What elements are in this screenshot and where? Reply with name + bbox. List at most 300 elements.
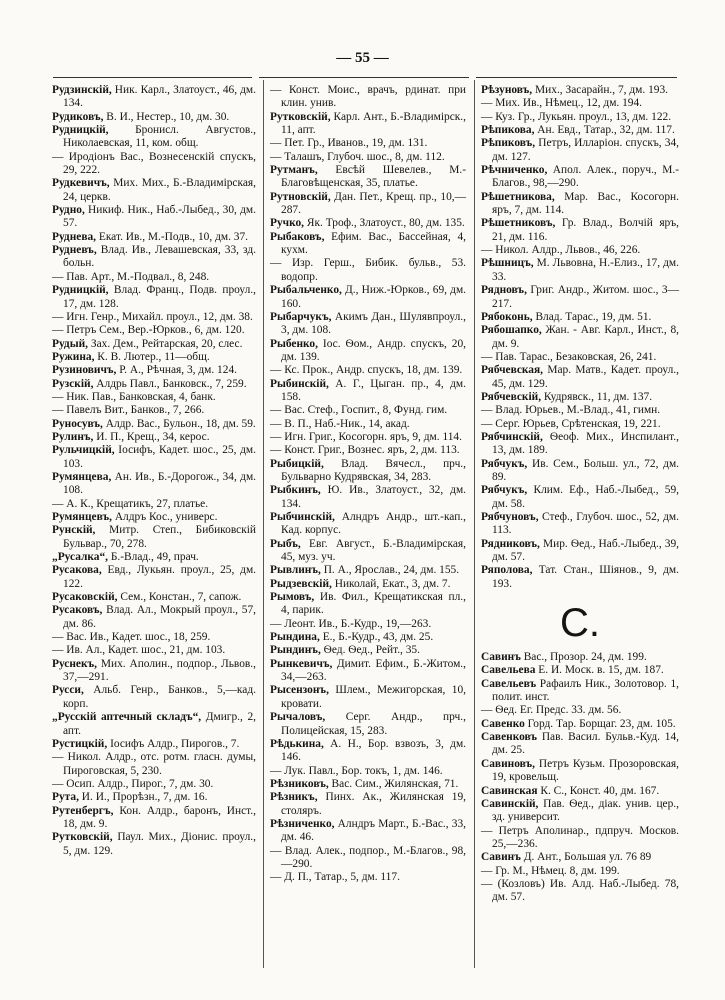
entry-surname: Рывлинъ, bbox=[270, 564, 321, 577]
directory-entry bbox=[52, 364, 256, 377]
entry-surname: Рыдзевскій, bbox=[270, 577, 332, 590]
entry-details: — Лук. Павл., Бор. токъ, 1, дм. 146. bbox=[270, 764, 443, 777]
entry-details: И. И., Прорѣзн., 7, дм. 16. bbox=[78, 791, 208, 804]
entry-surname: Руднева, bbox=[52, 230, 97, 243]
directory-entry bbox=[270, 591, 466, 618]
entry-details: — Иродіонъ Вас., Вознесенскій спускъ, 29, 222. bbox=[52, 150, 256, 177]
entry-details: Ив. Сем., Больш. ул., 72, дм. 89. bbox=[492, 457, 679, 483]
directory-entry bbox=[270, 418, 466, 431]
entry-details: Ник. Карл., Златоуст., 46, дм. 134. bbox=[63, 84, 256, 110]
entry-details: — Петръ Сем., Вер.-Юрков., 6, дм. 120. bbox=[52, 324, 245, 337]
entry-surname: Рябчукъ, bbox=[481, 457, 528, 470]
directory-entry bbox=[481, 538, 679, 565]
directory-entry bbox=[52, 805, 256, 832]
directory-entry bbox=[52, 404, 256, 417]
entry-details: Пав. Васил. Бульв.-Куд. 14, дм. 25. bbox=[492, 731, 679, 757]
entry-details: В. И., Нестер., 10, дм. 30. bbox=[103, 110, 230, 123]
entry-details: Влад. Тарас., 19, дм. 51. bbox=[532, 310, 652, 323]
entry-details: Мар. Матв., Кадет. проул., 45, дм. 129. bbox=[492, 364, 679, 390]
directory-entry bbox=[481, 418, 679, 431]
entry-details: Влад. Франц., Подв. проул., 17, дм. 128. bbox=[63, 284, 256, 310]
directory-entry bbox=[481, 257, 679, 284]
entry-surname: Рябчевская, bbox=[481, 364, 544, 377]
entry-surname: Рустицкій, bbox=[52, 737, 108, 750]
directory-entry bbox=[52, 831, 256, 858]
entry-details: — Никол. Алдр., Львов., 46, 226. bbox=[481, 244, 641, 257]
entry-details: — Талашъ, Глубоч. шос., 8, дм. 112. bbox=[270, 150, 445, 163]
entry-details: Апол. Алек., поруч., М.-Благов., 98,—290. bbox=[492, 164, 679, 190]
entry-details: — Куз. Гр., Лукьян. проул., 13, дм. 122. bbox=[481, 110, 672, 123]
directory-entry bbox=[270, 484, 466, 511]
entry-details: Ѳед. Ѳед., Рейт., 35. bbox=[320, 644, 420, 657]
directory-entry bbox=[52, 111, 256, 124]
entry-details: — Осип. Алдр., Пирог., 7, дм. 30. bbox=[52, 777, 214, 790]
entry-details: Клим. Еф., Наб.-Лыбед., 59, дм. 58. bbox=[492, 484, 679, 510]
entry-surname: Рябчукъ, bbox=[481, 484, 528, 497]
directory-entry bbox=[52, 631, 256, 644]
entry-surname: Рынкевичъ, bbox=[270, 657, 333, 670]
directory-entry bbox=[52, 324, 256, 337]
directory-entry bbox=[52, 391, 256, 404]
entry-surname: Рыбальченко, bbox=[270, 284, 342, 297]
entry-details: — Никол. Алдр., отс. ротм. гласн. думы, Пироговская, 5, 230. bbox=[52, 751, 256, 777]
entry-details: Евд., Лукьян. проул., 25, дм. 122. bbox=[63, 564, 256, 590]
entry-surname: Рябошапко, bbox=[481, 324, 542, 337]
entry-surname: Рута, bbox=[52, 791, 79, 804]
entry-details: — Конст. Григ., Вознес. яръ, 2, дм. 113. bbox=[270, 444, 460, 457]
directory-entry bbox=[52, 511, 256, 524]
entry-surname: Рядновъ, bbox=[481, 284, 527, 297]
entry-surname: Рѣзниковъ, bbox=[270, 777, 329, 790]
directory-entry bbox=[270, 111, 466, 138]
entry-details: Шлем., Межигорская, 10, кровати. bbox=[281, 684, 466, 710]
directory-entry bbox=[270, 511, 466, 538]
directory-entry bbox=[481, 244, 679, 257]
directory-entry bbox=[481, 217, 679, 244]
entry-surname: Руносувъ, bbox=[52, 417, 103, 430]
entry-details: Ан. Ив., Б.-Дорогож., 34, дм. 108. bbox=[63, 470, 256, 497]
entry-details: Влад. Ив., Левашевская, 33, зд. больн. bbox=[63, 244, 256, 270]
entry-surname: Русаковъ, bbox=[52, 604, 103, 617]
entry-details: — Петръ Аполинар., пдпруч. Москов. 25,—236. bbox=[481, 824, 679, 850]
entry-details: Влад. Ал., Мокрый проул., 57, дм. 86. bbox=[63, 604, 256, 630]
entry-details: К. С., Конст. 40, дм. 167. bbox=[537, 784, 660, 797]
directory-entry bbox=[270, 818, 466, 845]
entry-surname: Савельева bbox=[481, 664, 536, 677]
directory-entry bbox=[270, 444, 466, 457]
entry-details: И. П., Крещ., 34, керос. bbox=[93, 430, 210, 443]
directory-entry bbox=[52, 591, 256, 604]
directory-entry bbox=[52, 204, 256, 231]
directory-entry bbox=[481, 84, 679, 97]
directory-entry bbox=[481, 364, 679, 391]
directory-entry bbox=[481, 191, 679, 218]
section-letter: С. bbox=[560, 601, 600, 646]
directory-entry bbox=[270, 217, 466, 230]
entry-surname: Русакова, bbox=[52, 564, 102, 577]
directory-entry bbox=[52, 711, 256, 738]
entry-details: Акимъ Дан., Шулявпроул., 3, дм. 108. bbox=[281, 310, 466, 337]
entry-details: — Вас. Ив., Кадет. шос., 18, 259. bbox=[52, 631, 211, 644]
entry-surname: Савельевъ bbox=[481, 677, 537, 690]
entry-surname: Рудый, bbox=[52, 337, 89, 350]
entry-details: Григ. Андр., Житом. шос., 3—217. bbox=[492, 284, 679, 310]
entry-details: Іосифъ, Кадет. шос., 25, дм. 103. bbox=[63, 444, 256, 470]
entry-details: Мих. Мих., Б.-Владимірская, 24, церкв. bbox=[63, 177, 256, 203]
entry-details: Кон. Алдр., баронъ, Инст., 18, дм. 9. bbox=[63, 804, 256, 830]
entry-details: — А. К., Крещатикъ, 27, платье. bbox=[52, 497, 209, 510]
directory-entry bbox=[52, 271, 256, 284]
entry-surname: Рядниковъ, bbox=[481, 537, 540, 550]
entry-surname: Рутковскій, bbox=[270, 110, 331, 123]
directory-entry bbox=[481, 324, 679, 351]
entry-surname: „Русскій аптечный складъ“, bbox=[52, 711, 202, 724]
entry-details: — Пет. Гр., Иванов., 19, дм. 131. bbox=[270, 137, 428, 150]
entry-details: Мих. Аполин., подпор., Львов., 37,—291. bbox=[63, 657, 256, 684]
directory-entry bbox=[481, 484, 679, 511]
entry-details: Евсѣй Шевелев., М.-Благовѣщенская, 35, платье. bbox=[281, 164, 466, 190]
entry-details: Р. А., Рѣчная, 3, дм. 124. bbox=[116, 364, 237, 377]
entry-details: — Влад. Алек., подпор., М.-Благов., 98,—290. bbox=[270, 844, 466, 870]
directory-entry bbox=[270, 84, 466, 111]
directory-entry bbox=[270, 284, 466, 311]
entry-details: А. Н., Бор. взвозъ, 3, дм. 146. bbox=[281, 737, 466, 764]
directory-entry bbox=[270, 658, 466, 685]
directory-entry bbox=[52, 564, 256, 591]
directory-entry bbox=[52, 351, 256, 364]
directory-entry bbox=[52, 778, 256, 791]
entry-details: Кудрявск., 11, дм. 137. bbox=[541, 390, 653, 403]
directory-entry bbox=[270, 871, 466, 884]
entry-surname: Рудкевичъ, bbox=[52, 177, 110, 190]
entry-surname: Рѣпикова, bbox=[481, 124, 535, 137]
entry-details: Пав. Ѳед., діак. унив. цер., зд. университ. bbox=[492, 797, 679, 824]
entry-details: — (Козловъ) Ив. Алд. Наб.-Лыбед. 78, дм. 57. bbox=[481, 877, 679, 904]
entry-surname: Рульчицкій, bbox=[52, 444, 115, 457]
directory-entry bbox=[481, 124, 679, 137]
entry-details: — Пав. Тарас., Безаковская, 26, 241. bbox=[481, 350, 657, 363]
entry-surname: Рѣчниченко, bbox=[481, 164, 548, 177]
directory-entry bbox=[270, 711, 466, 738]
directory-entry bbox=[52, 644, 256, 657]
directory-entry bbox=[52, 84, 256, 111]
entry-details: Вас., Прозор. 24, дм. 199. bbox=[520, 651, 647, 664]
entry-details: Алндръ Андр., шт.-кап., Кад. корпус. bbox=[281, 511, 466, 537]
entry-details: — Гр. М., Нѣмец. 8, дм. 199. bbox=[481, 864, 620, 877]
entry-details: Е., Б.-Кудр., 43, дм. 25. bbox=[319, 631, 434, 644]
directory-entry bbox=[481, 511, 679, 538]
directory-entry bbox=[270, 684, 466, 711]
entry-details: Влад. Вячесл., прч., Бульварно Кудрявская, 34, 283. bbox=[281, 457, 466, 483]
entry-details: — Мих. Ив., Нѣмец., 12, дм. 194. bbox=[481, 97, 643, 110]
entry-details: — Серг. Юрьев, Срѣтенская, 19, 221. bbox=[481, 417, 661, 430]
entry-surname: Руснекъ, bbox=[52, 657, 98, 670]
entry-details: Петръ, Илларіон. спускъ, 34, дм. 127. bbox=[492, 137, 679, 163]
entry-surname: Ружина, bbox=[52, 350, 95, 363]
directory-entry bbox=[52, 444, 256, 471]
entry-surname: Рябчуновъ, bbox=[481, 511, 539, 523]
entry-details: Алндръ Март., Б.-Вас., 33, дм. 46. bbox=[281, 817, 466, 844]
directory-entry bbox=[270, 618, 466, 631]
entry-details: А. Г., Цыган. пр., 4, дм. 158. bbox=[281, 377, 466, 403]
entry-surname: Рыбарчукъ, bbox=[270, 310, 332, 323]
directory-entry bbox=[481, 851, 679, 864]
entry-surname: Рѣдькина, bbox=[270, 737, 324, 750]
entry-surname: Рыбъ, bbox=[270, 537, 301, 550]
directory-entry bbox=[481, 758, 679, 785]
directory-entry bbox=[481, 351, 679, 364]
entry-details: Ив. Фил., Крещатикская пл., 4, парик. bbox=[281, 591, 466, 617]
directory-entry bbox=[270, 191, 466, 218]
directory-entry bbox=[52, 244, 256, 271]
entry-surname: Рудницкій, bbox=[52, 284, 109, 297]
entry-details: Вас. Сим., Жилянская, 71. bbox=[328, 777, 459, 790]
directory-entry bbox=[270, 311, 466, 338]
entry-details: Паул. Мих., Діонис. проул., 5, дм. 129. bbox=[63, 831, 256, 857]
entry-surname: Русаковскій, bbox=[52, 591, 118, 604]
entry-surname: Рудиковъ, bbox=[52, 110, 104, 123]
entry-details: Зах. Дем., Рейтарская, 20, слес. bbox=[88, 337, 243, 350]
entry-details: Дмигр., 2, апт. bbox=[63, 711, 256, 737]
entry-surname: Рыбинскій, bbox=[270, 377, 329, 390]
entry-surname: Савинскій, bbox=[481, 797, 539, 810]
directory-entry bbox=[481, 798, 679, 825]
entry-surname: Рычаловъ, bbox=[270, 711, 326, 724]
directory-entry bbox=[52, 684, 256, 711]
directory-entry bbox=[270, 458, 466, 485]
directory-entry bbox=[481, 111, 679, 124]
entry-surname: Рябоконь, bbox=[481, 310, 533, 323]
entry-surname: Рыбкинъ, bbox=[270, 484, 321, 497]
entry-details: Рафаилъ Ник., Золотовор. 1, полит. инст. bbox=[492, 677, 679, 704]
entry-details: Е. И. Моск. в. 15, дм. 187. bbox=[535, 664, 664, 677]
directory-entry bbox=[481, 404, 679, 417]
entry-details: — Влад. Юрьев., М.-Влад., 41, гимн. bbox=[481, 404, 661, 417]
directory-entry bbox=[270, 778, 466, 791]
entry-surname: Рунскій, bbox=[52, 524, 96, 537]
directory-entry bbox=[52, 738, 256, 751]
entry-details: Жан. - Авг. Карл., Инст., 8, дм. 9. bbox=[492, 324, 679, 350]
entry-details: Ѳеоф. Мих., Инспилант., 13, дм. 189. bbox=[492, 430, 679, 457]
entry-surname: Рыбчинскій, bbox=[270, 511, 335, 523]
entry-details: Сем., Констан., 7, сапож. bbox=[117, 591, 242, 604]
directory-column-3 bbox=[481, 84, 679, 905]
entry-details: К. В. Лютер., 11—общ. bbox=[94, 350, 210, 363]
entry-surname: Рудневъ, bbox=[52, 244, 97, 257]
directory-entry bbox=[481, 391, 679, 404]
entry-details: Мир. Ѳед., Наб.-Лыбед., 39, дм. 57. bbox=[492, 537, 679, 564]
entry-details: Алдр. Вас., Бульон., 18, дм. 59. bbox=[102, 417, 256, 430]
entry-details: Митр. Степ., Бибиковскій Бульвар., 70, 278. bbox=[63, 524, 256, 550]
entry-details: Ан. Евд., Татар., 32, дм. 117. bbox=[534, 124, 675, 137]
page-number: — 55 — bbox=[336, 50, 389, 66]
entry-details: Алдрь Павл., Банковск., 7, 259. bbox=[93, 377, 247, 390]
entry-details: — Павелъ Вит., Банков., 7, 266. bbox=[52, 404, 205, 417]
directory-entry bbox=[481, 865, 679, 878]
entry-surname: Рѣшницъ, bbox=[481, 257, 534, 270]
entry-details: — Вас. Стеф., Госпит., 8, Фунд. гим. bbox=[270, 404, 448, 417]
entry-details: — Конст. Моис., врачъ, рдинат. при клин. унив. bbox=[270, 84, 466, 110]
entry-surname: Рындина, bbox=[270, 631, 320, 644]
entry-surname: Савенко bbox=[481, 717, 525, 730]
directory-entry bbox=[270, 845, 466, 872]
directory-entry bbox=[270, 738, 466, 765]
directory-entry bbox=[52, 431, 256, 444]
entry-surname: Румянцева, bbox=[52, 470, 112, 483]
directory-entry bbox=[270, 338, 466, 365]
entry-surname: Рябчинскій, bbox=[481, 430, 543, 443]
directory-entry bbox=[270, 431, 466, 444]
entry-surname: Рымовъ, bbox=[270, 591, 315, 604]
directory-entry bbox=[52, 791, 256, 804]
entry-details: Стеф., Глубоч. шос., 52, дм. 113. bbox=[492, 511, 679, 537]
entry-surname: Рудзинскій, bbox=[52, 84, 112, 96]
entry-details: — Д. П., Татар., 5, дм. 117. bbox=[270, 871, 400, 884]
entry-surname: Ручко, bbox=[270, 217, 305, 230]
entry-details: Бронисл. Августов., Николаевская, 11, ком. общ. bbox=[63, 124, 256, 150]
directory-entry bbox=[270, 644, 466, 657]
entry-details: — Игн. Генр., Михайл. проул., 12, дм. 38. bbox=[52, 310, 253, 323]
entry-details: Тат. Стан., Шіянов., 9, дм. 193. bbox=[492, 564, 679, 590]
entry-details: Д. Ант., Большая ул. 76 89 bbox=[520, 851, 652, 864]
entry-details: Екат. Ив., М.-Подв., 10, дм. 37. bbox=[96, 230, 249, 243]
directory-entry bbox=[481, 678, 679, 705]
entry-surname: Рутенбергъ, bbox=[52, 804, 114, 817]
entry-surname: Рѣзниченко, bbox=[270, 817, 335, 830]
directory-entry bbox=[270, 364, 466, 377]
entry-details: Б.-Влад., 49, прач. bbox=[108, 551, 199, 564]
entry-details: — Ник. Пав., Банковская, 4, банк. bbox=[52, 390, 216, 403]
directory-entry bbox=[52, 471, 256, 498]
header-rule-right bbox=[476, 77, 677, 78]
directory-entry bbox=[52, 124, 256, 151]
entry-surname: Рѣшетникова, bbox=[481, 190, 555, 203]
directory-entry bbox=[270, 137, 466, 150]
entry-surname: Рудно, bbox=[52, 204, 85, 217]
entry-surname: Рѣзуновъ, bbox=[481, 84, 533, 96]
directory-entry bbox=[270, 791, 466, 818]
directory-entry bbox=[481, 137, 679, 164]
entry-surname: Рѣшетниковъ, bbox=[481, 217, 556, 230]
directory-entry bbox=[481, 718, 679, 731]
entry-surname: Савинъ bbox=[481, 651, 521, 664]
entry-surname: Рутковскій, bbox=[52, 831, 113, 844]
directory-entry bbox=[270, 164, 466, 191]
directory-entry bbox=[481, 564, 679, 591]
entry-details: Д., Ниж.-Юрков., 69, дм. 160. bbox=[281, 284, 466, 310]
entry-surname: Рулинъ, bbox=[52, 430, 94, 443]
entry-details: Горд. Тар. Борщаг. 23, дм. 105. bbox=[524, 717, 676, 730]
entry-details: Карл. Ант., Б.-Владимірск., 11, апт. bbox=[281, 110, 466, 137]
directory-entry bbox=[270, 564, 466, 577]
directory-entry bbox=[270, 257, 466, 284]
entry-surname: Рыбаковъ, bbox=[270, 230, 325, 243]
entry-details: Серг. Андр., прч., Полицейская, 15, 283. bbox=[281, 711, 466, 737]
entry-details: — Кс. Прок., Андр. спускъ, 18, дм. 139. bbox=[270, 364, 463, 377]
column-divider bbox=[474, 80, 475, 968]
directory-entry bbox=[52, 498, 256, 511]
entry-surname: „Русалка“, bbox=[52, 551, 109, 564]
entry-surname: Рутманъ, bbox=[270, 164, 318, 177]
directory-entry bbox=[270, 404, 466, 417]
directory-entry bbox=[52, 551, 256, 564]
directory-entry bbox=[52, 151, 256, 178]
entry-details: Мар. Вас., Косогорн. яръ, 7, дм. 114. bbox=[492, 190, 679, 217]
directory-entry bbox=[270, 151, 466, 164]
entry-surname: Рыбенко, bbox=[270, 337, 318, 350]
entry-details: П. А., Ярослав., 24, дм. 155. bbox=[320, 564, 460, 577]
directory-entry bbox=[481, 164, 679, 191]
entry-details: — Ив. Ал., Кадет. шос., 21, дм. 103. bbox=[52, 644, 226, 657]
entry-details: Як. Троф., Златоуст., 80, дм. 135. bbox=[304, 217, 465, 230]
entry-surname: Савенковъ bbox=[481, 731, 538, 744]
directory-entry bbox=[481, 704, 679, 717]
directory-entry bbox=[270, 631, 466, 644]
directory-entry bbox=[52, 751, 256, 778]
entry-surname: Рябчевскій, bbox=[481, 390, 542, 403]
entry-surname: Румянцевъ, bbox=[52, 511, 112, 523]
entry-surname: Рузскій, bbox=[52, 377, 94, 390]
entry-details: Дан. Пет., Крещ. пр., 10,—287. bbox=[281, 190, 466, 217]
entry-details: Петръ Кузьм. Прозоровская, 19, кровельщ. bbox=[492, 757, 679, 784]
entry-details: Мих., Засарайн., 7, дм. 193. bbox=[532, 84, 669, 96]
entry-surname: Рѣзникъ, bbox=[270, 791, 318, 804]
entry-details: Ефим. Вас., Бассейная, 4, кухм. bbox=[281, 230, 466, 257]
directory-entry bbox=[52, 177, 256, 204]
entry-details: Пинх. Ак., Жилянская 19, столяръ. bbox=[281, 791, 466, 817]
directory-entry bbox=[270, 765, 466, 778]
entry-details: — В. П., Наб.-Ник., 14, акад. bbox=[270, 417, 410, 430]
directory-column-2 bbox=[270, 84, 466, 885]
entry-details: Іосифъ Алдр., Пирогов., 7. bbox=[107, 737, 240, 750]
entry-details: Евг. Август., Б.-Владимірская, 45, муз. уч. bbox=[281, 537, 466, 564]
entry-details: Никиф. Ник., Наб.-Лыбед., 30, дм. 57. bbox=[63, 204, 256, 230]
entry-details: — Пав. Арт., М.-Подвал., 8, 248. bbox=[52, 270, 210, 283]
entry-details: Димит. Ефим., Б.-Житом., 34,—263. bbox=[281, 657, 466, 684]
entry-details: — Изр. Герш., Бибик. бульв., 53. водопр. bbox=[270, 257, 466, 283]
directory-entry bbox=[52, 658, 256, 685]
entry-surname: Ряполова, bbox=[481, 564, 533, 577]
entry-details: М. Львовна, Н.-Елиз., 17, дм. 33. bbox=[492, 257, 679, 283]
directory-entry bbox=[481, 825, 679, 852]
entry-surname: Рыбицкій, bbox=[270, 457, 324, 470]
entry-details: Іос. Ѳом., Андр. спускъ, 20, дм. 139. bbox=[281, 337, 466, 363]
directory-entry bbox=[270, 538, 466, 565]
entry-surname: Савинъ bbox=[481, 851, 521, 864]
directory-entry bbox=[52, 284, 256, 311]
directory-entry bbox=[481, 878, 679, 905]
directory-entry bbox=[52, 231, 256, 244]
directory-entry bbox=[481, 664, 679, 677]
entry-surname: Савинская bbox=[481, 784, 538, 797]
directory-entry bbox=[52, 378, 256, 391]
directory-entry bbox=[52, 604, 256, 631]
entry-details: Гр. Влад., Волчій яръ, 21, дм. 116. bbox=[492, 217, 679, 243]
directory-column-1 bbox=[52, 84, 256, 858]
entry-details: — Игн. Григ., Косогорн. яръ, 9, дм. 114. bbox=[270, 430, 462, 443]
directory-entry bbox=[52, 524, 256, 551]
directory-entry bbox=[481, 651, 679, 664]
directory-entry bbox=[481, 97, 679, 110]
entry-surname: Рутновскій, bbox=[270, 190, 331, 203]
directory-entry bbox=[52, 338, 256, 351]
column-divider bbox=[263, 80, 264, 968]
entry-surname: Рудницкій, bbox=[52, 124, 109, 137]
directory-entry bbox=[270, 231, 466, 258]
entry-details: Альб. Генр., Банков., 5,—кад. корп. bbox=[63, 684, 256, 710]
entry-surname: Рындинъ, bbox=[270, 644, 321, 657]
directory-entry bbox=[52, 418, 256, 431]
